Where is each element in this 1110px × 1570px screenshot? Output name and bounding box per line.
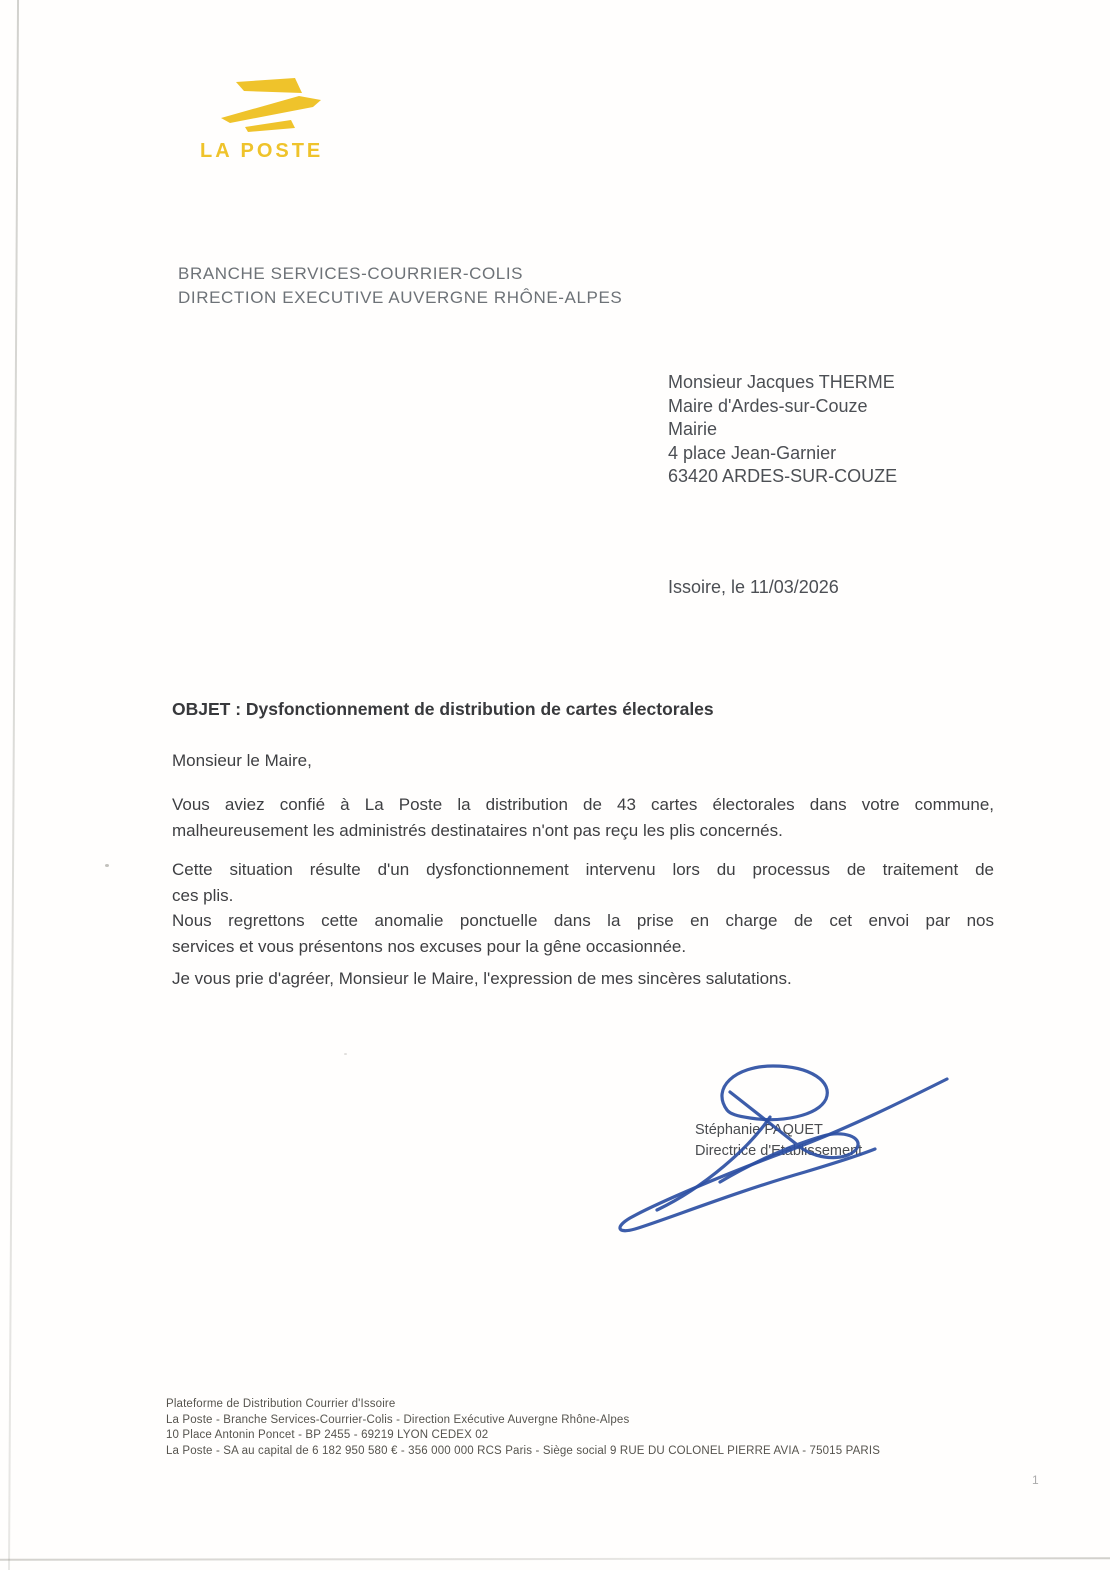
footer-line: Plateforme de Distribution Courrier d'Issoire	[166, 1398, 396, 1410]
paragraph-1	[172, 792, 994, 843]
footer-line: La Poste - Branche Services-Courrier-Colis - Direction Exécutive Auvergne Rhône-Alpes	[166, 1413, 630, 1426]
footer-line: La Poste - SA au capital de 6 182 950 580 € - 356 000 000 RCS Paris - Siège social 9 RUE DU COLONEL PIERRE AVIA - 75015 PARIS	[166, 1444, 881, 1457]
la-poste-wordmark: LA POSTE	[200, 140, 324, 162]
recipient-line: Maire d'Ardes-sur-Couze	[668, 395, 868, 416]
recipient-address	[668, 371, 897, 489]
scan-fold-line	[8, 0, 19, 1570]
body-line: malheureusement les administrés destinataires n'ont pas reçu les plis concernés.	[172, 820, 783, 840]
date-line: Issoire, le 11/03/2026	[668, 577, 839, 597]
scan-speck	[105, 864, 109, 867]
footer-line: 10 Place Antonin Poncet - BP 2455 - 69219 LYON CEDEX 02	[166, 1429, 489, 1441]
la-poste-bird-icon	[218, 76, 330, 136]
department-line: DIRECTION EXECUTIVE AUVERGNE RHÔNE-ALPES	[178, 287, 623, 307]
paragraph-2	[172, 857, 994, 959]
subject-line: OBJET : Dysfonctionnement de distribution de cartes électorales	[172, 699, 714, 719]
recipient-line: 4 place Jean-Garnier	[668, 442, 837, 463]
signatory-title: Directrice d'Etablissement	[695, 1143, 863, 1159]
body-line: Vous aviez confié à La Poste la distribution de 43 cartes électorales dans votre commune,	[172, 795, 994, 814]
body-line: Je vous prie d'agréer, Monsieur le Maire, l'expression de mes sincères salutations.	[172, 969, 792, 988]
signatory-name: Stéphanie PAQUET	[695, 1122, 823, 1138]
body-line: ces plis.	[172, 885, 234, 905]
recipient-line: Monsieur Jacques THERME	[668, 372, 895, 392]
salutation: Monsieur le Maire,	[172, 751, 312, 770]
body-line: Nous regrettons cette anomalie ponctuelle dans la prise en charge de cet envoi par nos	[172, 911, 994, 930]
footer-block	[166, 1397, 880, 1459]
page-number: 1	[1032, 1473, 1039, 1487]
handwritten-signature-icon	[585, 1052, 965, 1237]
la-poste-logo	[200, 76, 350, 163]
recipient-line: Mairie	[668, 419, 718, 439]
scan-bottom-edge	[0, 1557, 1110, 1561]
scan-speck	[344, 1053, 347, 1055]
recipient-line: 63420 ARDES-SUR-COUZE	[668, 466, 898, 486]
department-line: BRANCHE SERVICES-COURRIER-COLIS	[178, 264, 524, 283]
signature-block	[585, 1052, 965, 1237]
body-line: Cette situation résulte d'un dysfonctionnement intervenu lors du processus de traitement de	[172, 860, 994, 879]
department-block	[178, 262, 622, 309]
body-line: services et vous présentons nos excuses pour la gêne occasionnée.	[172, 936, 687, 956]
closing-line	[172, 966, 994, 992]
